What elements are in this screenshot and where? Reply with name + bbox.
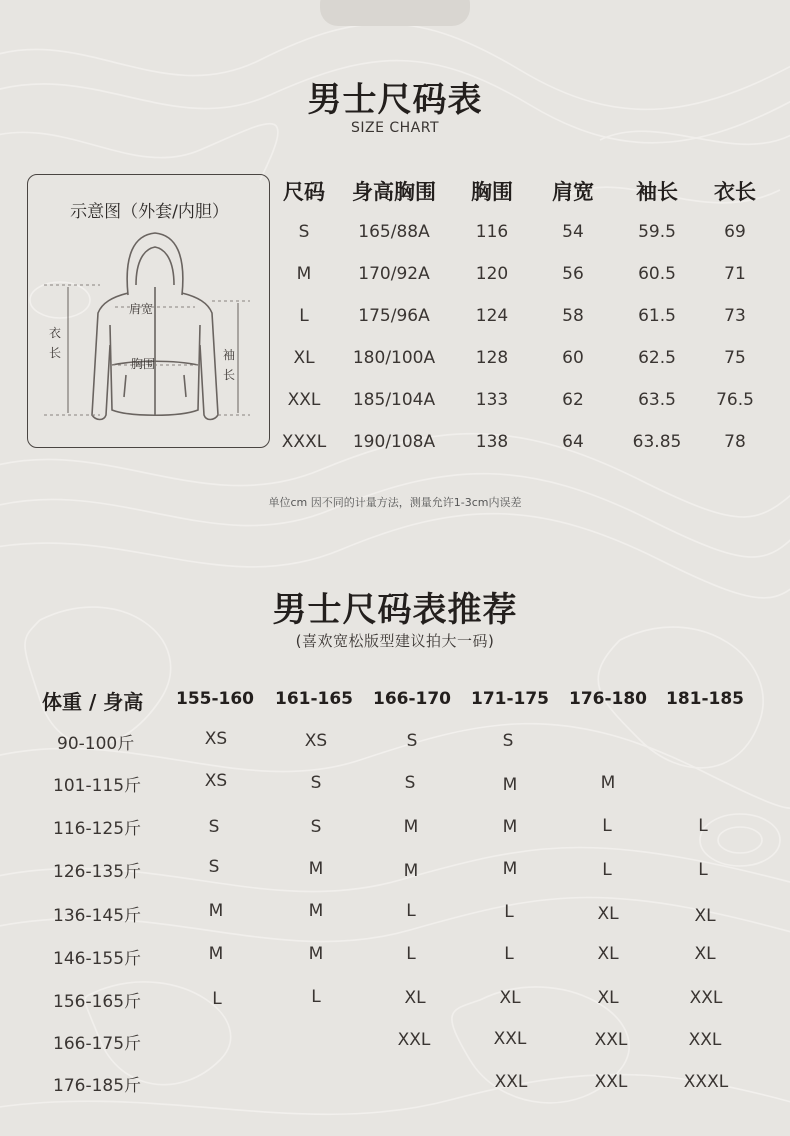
sleeve-cell: 63.5	[638, 390, 676, 410]
size-cell: L	[311, 987, 321, 1007]
weight-label: 116-125斤	[53, 819, 142, 839]
size-cell: S	[406, 731, 418, 751]
weight-label: 90-100斤	[57, 734, 135, 754]
size-cell: XS	[204, 771, 228, 791]
weight-label: 146-155斤	[53, 949, 142, 969]
chest-cell: 128	[475, 348, 509, 368]
size-cell: XXXL	[683, 1072, 729, 1092]
size-cell: M	[208, 944, 224, 964]
header-chest: 胸围	[471, 180, 513, 204]
size-cell: S	[310, 773, 322, 793]
size-cell: L	[212, 989, 222, 1009]
header-size: 尺码	[283, 180, 325, 204]
size-cell: M	[403, 861, 419, 881]
size-cell: XXL	[493, 1029, 527, 1049]
sleeve-cell: 63.85	[632, 432, 682, 452]
size-cell: L	[406, 944, 416, 964]
size-cell: XL	[499, 988, 521, 1008]
weight-label: 176-185斤	[53, 1076, 142, 1096]
recommend-subtitle: (喜欢宽松版型建议拍大一码)	[295, 632, 495, 650]
jacket-illustration	[40, 225, 260, 440]
size-cell: M	[600, 773, 616, 793]
size-cell: L	[299, 306, 309, 326]
size-cell: M	[296, 264, 312, 284]
height-chest-cell: 185/104A	[352, 390, 436, 410]
height-header: 171-175	[470, 689, 550, 709]
size-cell: S	[298, 222, 310, 242]
size-cell: S	[208, 857, 220, 877]
shoulder-cell: 60	[562, 348, 584, 368]
height-chest-cell: 170/92A	[358, 264, 430, 284]
size-cell: XL	[597, 904, 619, 924]
size-cell: M	[308, 901, 324, 921]
size-cell: XL	[293, 348, 315, 368]
size-cell: XS	[304, 731, 328, 751]
chest-cell: 138	[475, 432, 509, 452]
chest-label: 胸围	[131, 357, 156, 371]
sleeve-label: 袖长	[223, 348, 236, 382]
size-cell: L	[698, 816, 708, 836]
weight-label: 166-175斤	[53, 1034, 142, 1054]
size-cell: XL	[597, 988, 619, 1008]
sleeve-cell: 61.5	[638, 306, 676, 326]
header-shoulder: 肩宽	[552, 180, 594, 204]
size-chart-title: 男士尺码表	[307, 80, 483, 120]
diagram-title: 示意图（外套/内胆）	[70, 202, 229, 222]
weight-label: 136-145斤	[53, 906, 142, 926]
shoulder-cell: 64	[562, 432, 584, 452]
size-cell: L	[602, 816, 612, 836]
shoulder-cell: 54	[562, 222, 584, 242]
height-header: 161-165	[274, 689, 354, 709]
size-cell: L	[698, 860, 708, 880]
size-cell: S	[310, 817, 322, 837]
height-header: 181-185	[665, 689, 745, 709]
size-cell: XXL	[594, 1072, 628, 1092]
header-sleeve: 袖长	[636, 180, 678, 204]
size-cell: L	[602, 860, 612, 880]
chest-cell: 120	[475, 264, 509, 284]
size-chart-subtitle: SIZE CHART	[350, 120, 440, 136]
height-chest-cell: 190/108A	[352, 432, 436, 452]
height-header: 155-160	[175, 689, 255, 709]
header-length: 衣长	[714, 180, 756, 204]
size-cell: M	[502, 775, 518, 795]
size-cell: XXL	[494, 1072, 528, 1092]
size-cell: S	[404, 773, 416, 793]
size-cell: XXL	[594, 1030, 628, 1050]
size-cell: XS	[204, 729, 228, 749]
height-chest-cell: 175/96A	[358, 306, 430, 326]
size-cell: XL	[404, 988, 426, 1008]
size-cell: L	[406, 901, 416, 921]
length-cell: 75	[724, 348, 746, 368]
chest-cell: 116	[475, 222, 509, 242]
weight-label: 101-115斤	[53, 776, 142, 796]
size-cell: M	[308, 859, 324, 879]
height-chest-cell: 180/100A	[352, 348, 436, 368]
diagram-box	[27, 174, 270, 448]
chest-cell: 124	[475, 306, 509, 326]
sleeve-cell: 59.5	[638, 222, 676, 242]
size-cell: L	[504, 944, 514, 964]
length-cell: 69	[724, 222, 746, 242]
header-height-chest: 身高胸围	[352, 180, 436, 204]
size-cell: XL	[597, 944, 619, 964]
size-cell: L	[504, 902, 514, 922]
height-chest-cell: 165/88A	[358, 222, 430, 242]
size-cell: XL	[694, 906, 716, 926]
size-cell: XXL	[688, 1030, 722, 1050]
size-cell: XXXL	[281, 432, 327, 452]
length-cell: 76.5	[716, 390, 754, 410]
corner-header: 体重 / 身高	[42, 690, 144, 714]
size-cell: M	[403, 817, 419, 837]
length-label: 衣长	[49, 326, 62, 360]
shoulder-cell: 62	[562, 390, 584, 410]
sleeve-cell: 62.5	[638, 348, 676, 368]
length-cell: 78	[724, 432, 746, 452]
height-header: 166-170	[372, 689, 452, 709]
size-cell: XXL	[287, 390, 321, 410]
size-cell: XL	[694, 944, 716, 964]
sleeve-cell: 60.5	[638, 264, 676, 284]
length-cell: 71	[724, 264, 746, 284]
weight-label: 126-135斤	[53, 862, 142, 882]
size-cell: M	[502, 817, 518, 837]
top-tab-decoration	[320, 0, 470, 26]
chest-cell: 133	[475, 390, 509, 410]
size-cell: S	[208, 817, 220, 837]
weight-label: 156-165斤	[53, 992, 142, 1012]
size-cell: XXL	[689, 988, 723, 1008]
length-cell: 73	[724, 306, 746, 326]
recommend-title: 男士尺码表推荐	[272, 590, 518, 630]
size-cell: M	[502, 859, 518, 879]
height-header: 176-180	[568, 689, 648, 709]
size-cell: S	[502, 731, 514, 751]
size-cell: M	[208, 901, 224, 921]
shoulder-cell: 58	[562, 306, 584, 326]
shoulder-cell: 56	[562, 264, 584, 284]
size-cell: M	[308, 944, 324, 964]
size-cell: XXL	[397, 1030, 431, 1050]
measurement-note: 单位cm 因不同的计量方法，测量允许1-3cm内误差	[268, 496, 522, 509]
shoulder-label: 肩宽	[129, 302, 154, 316]
